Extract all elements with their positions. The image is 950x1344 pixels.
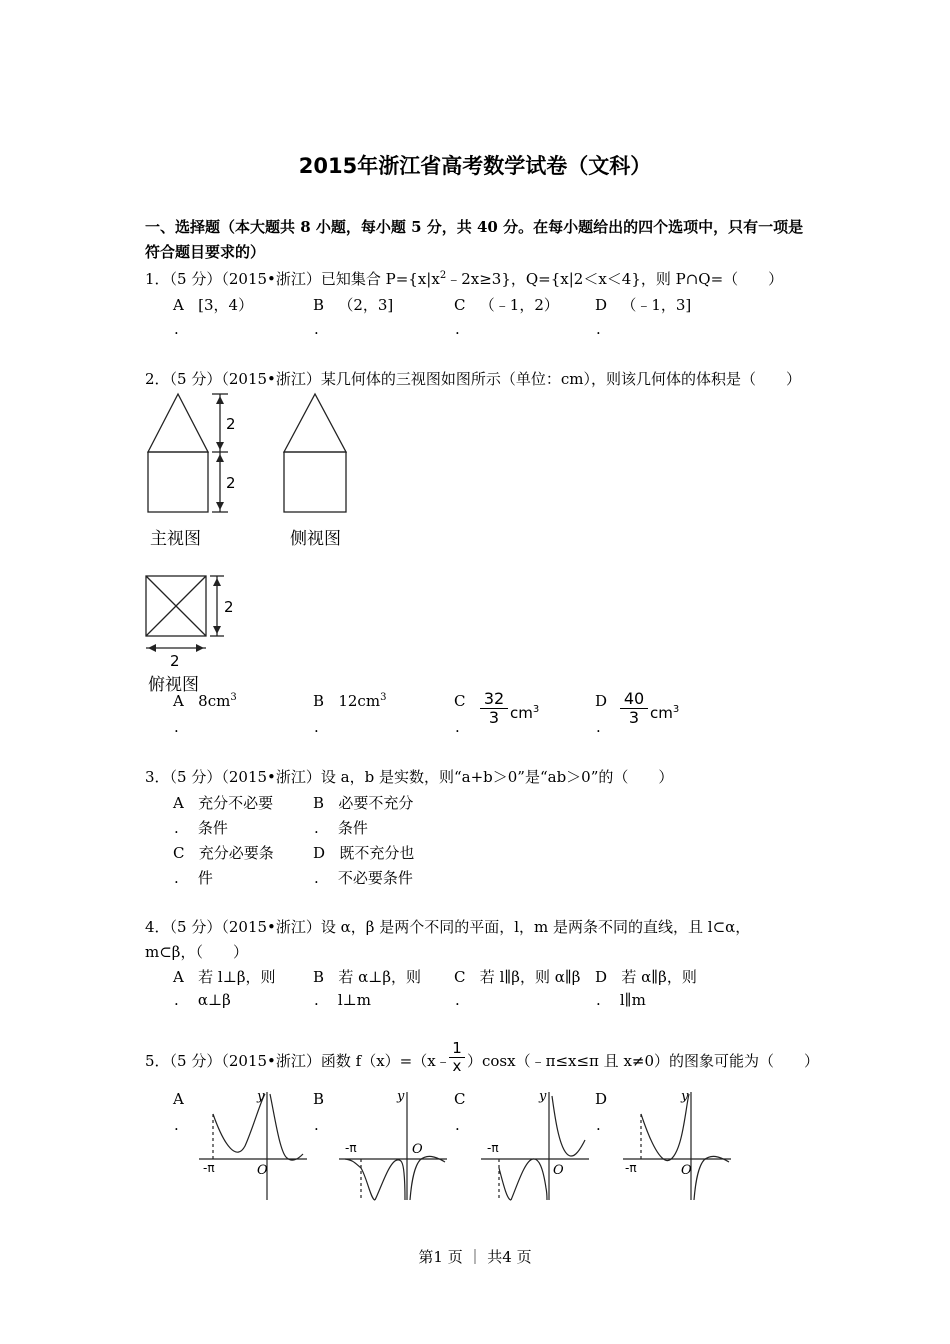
q2-option-d-unit: $cm^3$ <box>650 704 680 722</box>
q2-option-c-fraction: $\frac{32}{3}$ <box>480 690 508 727</box>
q5-option-c-dot: . <box>455 1116 460 1134</box>
side-view-body <box>284 452 346 512</box>
page-title: 2015年浙江省高考数学试卷（文科） <box>298 154 652 178</box>
q2-option-c[interactable]: C <box>454 692 466 710</box>
q3-option-c[interactable]: C 充分必要条 <box>173 844 274 862</box>
q5-graph-c <box>477 1088 597 1203</box>
page-footer: 第1 页 ｜ 共4 页 <box>418 1248 532 1266</box>
q1-option-c-dot: . <box>455 320 460 338</box>
svg-text:-π: -π <box>625 1161 637 1175</box>
q5-option-a-dot: . <box>174 1116 179 1134</box>
q2-option-c-unit: $cm^3$ <box>510 704 540 722</box>
svg-text:O: O <box>681 1163 692 1178</box>
q3-stem: 3．（5 分）（2015•浙江）设 a，b 是实数，则“a+b＞0”是“ab＞0”的（ ） <box>145 768 674 786</box>
q5-option-b[interactable]: B <box>313 1090 325 1108</box>
q3-option-d-cont: . 不必要条件 <box>314 869 413 887</box>
q1-option-a-dot: . <box>174 320 179 338</box>
q5-option-d-dot: . <box>596 1116 601 1134</box>
q5-option-a[interactable]: A <box>173 1090 184 1108</box>
q2-option-d[interactable]: D <box>595 692 608 710</box>
q2-option-d-fraction: $\frac{40}{3}$ <box>620 690 648 727</box>
q5-option-b-dot: . <box>314 1116 319 1134</box>
svg-text:y: y <box>539 1089 547 1104</box>
svg-text:O: O <box>553 1163 564 1178</box>
q5-graph-d <box>619 1088 739 1203</box>
front-view-roof <box>148 394 208 452</box>
svg-text:-π: -π <box>203 1161 215 1175</box>
q4-stem-line1: 4．（5 分）（2015•浙江）设 α，β 是两个不同的平面，l，m 是两条不同的直线，且 l⊂α， <box>145 918 751 936</box>
q4-option-a[interactable]: A 若 l⊥β，则 <box>173 968 276 986</box>
q2-option-c-dot: . <box>455 718 460 736</box>
q2-option-b-dot: . <box>314 718 319 736</box>
q2-option-a-dot: . <box>174 718 179 736</box>
section-heading: 一、选择题（本大题共 8 小题，每小题 5 分，共 40 分。在每小题给出的四个选项中，只有一项是符合题目要求的） <box>145 218 804 261</box>
dim-label-top-bottom: 2 <box>170 652 180 670</box>
svg-text:y: y <box>681 1089 689 1104</box>
front-view-body <box>148 452 208 512</box>
q3-option-b[interactable]: B 必要不充分 <box>313 794 414 812</box>
side-view-roof <box>284 394 346 452</box>
q4-option-b-cont: . l⊥m <box>314 991 371 1009</box>
svg-text:y: y <box>397 1089 405 1104</box>
q5-stem-b: ）cosx（﹣π≤x≤π 且 x≠0）的图象可能为（ ） <box>467 1052 820 1070</box>
q5-option-d[interactable]: D <box>595 1090 608 1108</box>
q5-graph-a <box>195 1088 315 1203</box>
q2-option-d-dot: . <box>596 718 601 736</box>
q5-graph-b <box>335 1088 455 1203</box>
q4-stem-line2: m⊂β，（ ） <box>145 943 248 961</box>
q1-option-d-dot: . <box>596 320 601 338</box>
q3-option-b-cont: . 条件 <box>314 819 368 837</box>
q4-option-c[interactable]: C 若 l∥β，则 α∥β <box>454 968 581 986</box>
dim-label-roof: 2 <box>226 415 236 433</box>
q4-option-b[interactable]: B 若 α⊥β，则 <box>313 968 422 986</box>
q3-option-a[interactable]: A 充分不必要 <box>173 794 274 812</box>
svg-text:O: O <box>257 1163 268 1178</box>
q2-option-a[interactable]: A $8cm^3$ <box>173 692 237 710</box>
dim-label-body: 2 <box>226 474 236 492</box>
top-view-label: 俯视图 <box>148 675 199 695</box>
front-view-label: 主视图 <box>150 529 201 549</box>
q5-fraction: $\frac{1}{x}$ <box>449 1040 465 1075</box>
q3-option-a-cont: . 条件 <box>174 819 228 837</box>
q1-stem: 1．（5 分）（2015•浙江）已知集合 $P=\{x|x^2﹣2x\ge 3\}$，Q={x|2＜x＜4}，则 P∩Q=（ ） <box>145 270 784 288</box>
svg-text:-π: -π <box>345 1141 357 1155</box>
q5-stem-a: 5．（5 分）（2015•浙江）函数 f（x）=（x﹣ <box>145 1052 451 1070</box>
q2-option-b[interactable]: B $12cm^3$ <box>313 692 387 710</box>
q1-option-b[interactable]: B （2，3] <box>313 296 394 314</box>
q5-option-c[interactable]: C <box>454 1090 466 1108</box>
q3-option-c-cont: . 件 <box>174 869 213 887</box>
q3-option-d[interactable]: D 既不充分也 <box>313 844 415 862</box>
svg-text:y: y <box>257 1089 265 1104</box>
q1-option-d[interactable]: D （﹣1，3] <box>595 296 692 314</box>
svg-text:-π: -π <box>487 1141 499 1155</box>
dim-label-top-side: 2 <box>224 598 234 616</box>
side-view-label: 侧视图 <box>290 529 341 549</box>
q1-option-b-dot: . <box>314 320 319 338</box>
q1-option-a[interactable]: A [3，4） <box>173 296 254 314</box>
q4-option-d[interactable]: D 若 α∥β，则 <box>595 968 697 986</box>
q1-option-c[interactable]: C （﹣1，2） <box>454 296 559 314</box>
q4-option-d-cont: . l∥m <box>596 991 646 1009</box>
q4-option-c-dot: . <box>455 991 460 1009</box>
q2-stem: 2．（5 分）（2015•浙江）某几何体的三视图如图所示（单位：cm），则该几何体的体积是（ ） <box>145 370 802 388</box>
svg-text:O: O <box>412 1142 423 1157</box>
q4-option-a-cont: . α⊥β <box>174 991 231 1009</box>
